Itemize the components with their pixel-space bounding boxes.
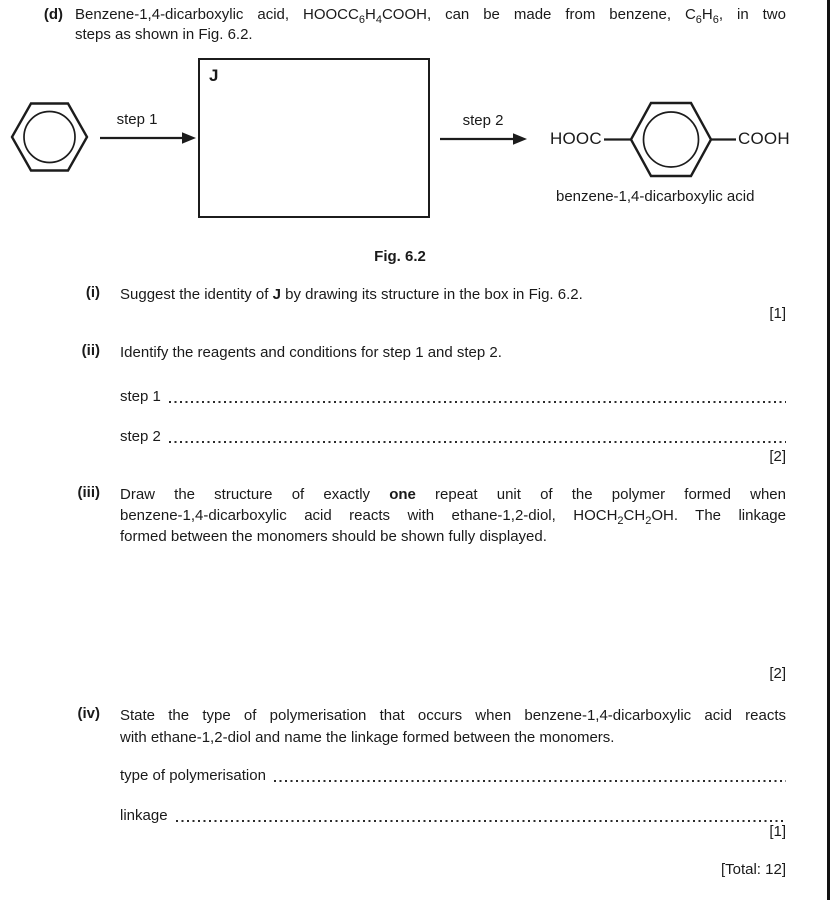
answer-line-linkage-label: linkage bbox=[120, 807, 168, 824]
part-iii-text: Draw the structure of exactly one repeat unit of the polymer formed when benzene-1,4-dicarboxylic acid reacts with ethane-1,2-diol, $HOCH_2CH_2OH$. The linkage formed between the monomers should be shown fully displayed. bbox=[120, 486, 786, 545]
part-iv-text: State the type of polymerisation that occurs when benzene-1,4-dicarboxylic acid reacts with ethane-1,2-diol and name the linkage formed between the monomers. bbox=[120, 707, 786, 746]
dotted-answer-leader[interactable] bbox=[176, 820, 786, 822]
answer-line-step2[interactable] bbox=[120, 427, 786, 446]
figure-caption: Fig. 6.2 bbox=[374, 248, 426, 265]
answer-line-polymerisation-type[interactable] bbox=[120, 766, 786, 785]
hooc-group-label: HOOC bbox=[550, 129, 602, 148]
question-d-intro: Benzene-1,4-dicarboxylic acid, $HOOCC_6H_4COOH$, can be made from benzene, $C_6H_6$, in two steps as shown in Fig. 6.2. bbox=[75, 6, 786, 43]
question-d-label: (d) bbox=[43, 6, 63, 23]
part-ii-text: Identify the reagents and conditions for step 1 and step 2. bbox=[120, 344, 502, 361]
product-name-label: benzene-1,4-dicarboxylic acid bbox=[556, 188, 755, 205]
dotted-answer-leader[interactable] bbox=[274, 780, 786, 782]
answer-line-linkage[interactable] bbox=[120, 806, 786, 825]
part-iii-mark: [2] bbox=[769, 665, 786, 682]
answer-line-polymerisation-type-label: type of polymerisation bbox=[120, 767, 266, 784]
part-ii-mark: [2] bbox=[769, 448, 786, 465]
answer-line-step1-label: step 1 bbox=[120, 388, 161, 405]
answer-line-step2-label: step 2 bbox=[120, 428, 161, 445]
part-i-mark: [1] bbox=[769, 305, 786, 322]
dotted-answer-leader[interactable] bbox=[169, 401, 786, 403]
part-iv-mark: [1] bbox=[769, 823, 786, 840]
benzene-circle-reactant bbox=[24, 112, 75, 163]
part-ii-number: (ii) bbox=[81, 342, 100, 359]
drawing-answer-space[interactable] bbox=[120, 550, 786, 660]
dotted-answer-leader[interactable] bbox=[169, 441, 786, 443]
step1-label: step 1 bbox=[116, 111, 158, 128]
page-edge-line bbox=[827, 0, 830, 900]
step2-arrow-head bbox=[513, 133, 527, 145]
total-mark: [Total: 12] bbox=[720, 861, 786, 878]
part-i-number: (i) bbox=[85, 284, 100, 301]
box-label-j: J bbox=[209, 66, 219, 85]
step1-arrow-head bbox=[182, 132, 196, 144]
part-iv-number: (iv) bbox=[77, 705, 100, 722]
benzene-circle-product bbox=[644, 112, 699, 167]
part-i-text: Suggest the identity of J by drawing its structure in the box in Fig. 6.2. bbox=[120, 286, 583, 303]
answer-line-step1[interactable] bbox=[120, 387, 786, 406]
cooh-group-label: COOH bbox=[738, 129, 790, 148]
part-iii-number: (iii) bbox=[77, 484, 100, 501]
answer-box-j[interactable] bbox=[198, 58, 430, 218]
step2-label: step 2 bbox=[462, 112, 504, 129]
